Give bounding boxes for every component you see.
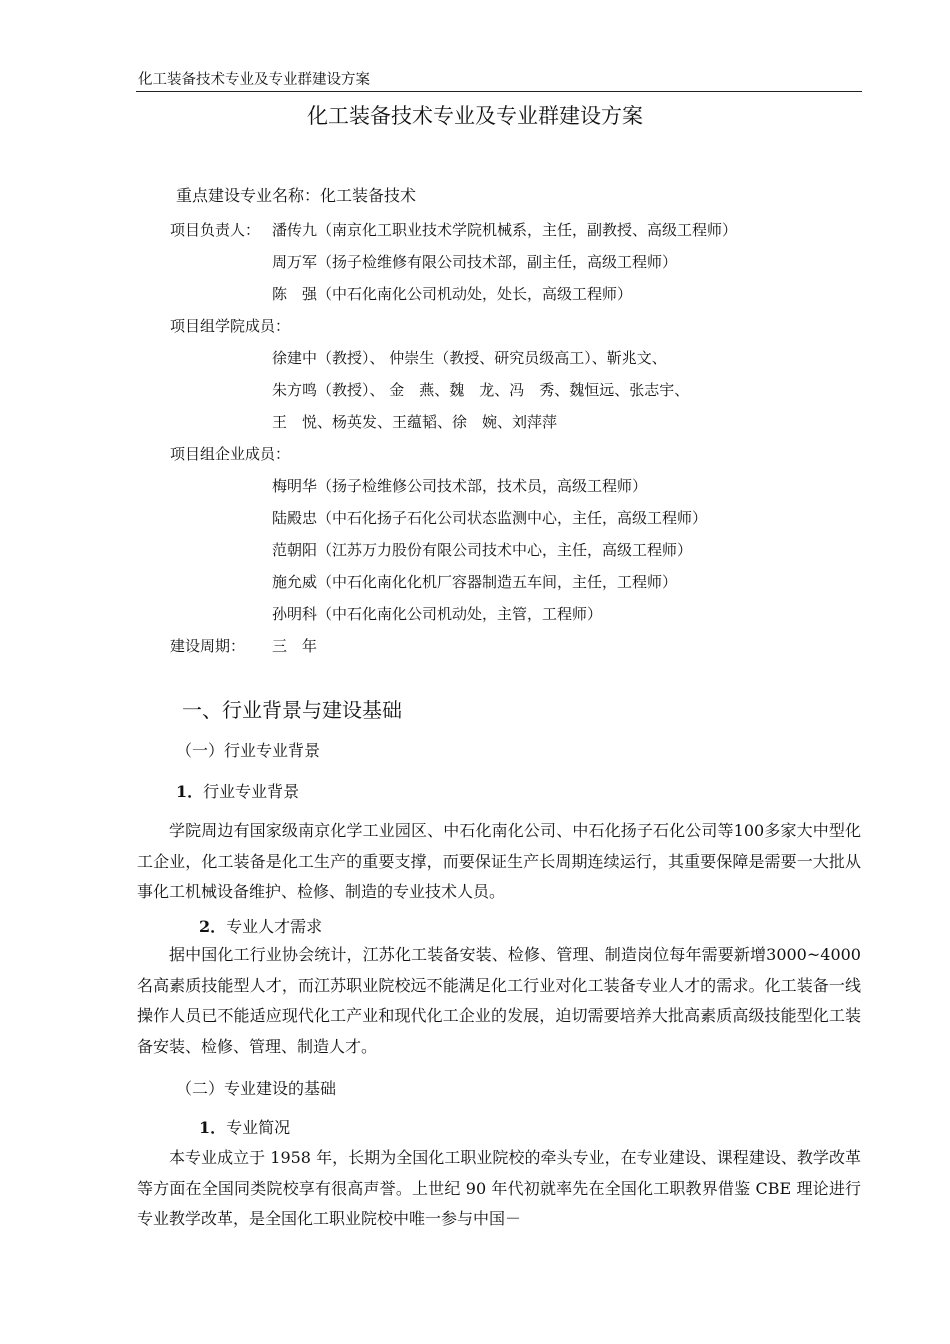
paragraph: 学院周边有国家级南京化学工业园区、中石化南化公司、中石化扬子石化公司等100多家大中型化工企业，化工装备是化工生产的重要支撑，而要保证生产长周期连续运行，其重要保障是需要一大批从事化工机械设备维护、检修、制造的专业技术人员。	[137, 821, 861, 902]
document-title: 化工装备技术专业及专业群建设方案	[307, 104, 643, 128]
enterprise-members-label: 项目组企业成员：	[170, 445, 291, 463]
running-header: 化工装备技术专业及专业群建设方案	[138, 72, 370, 88]
enterprise-member-4: 施允威（中石化南化化机厂容器制造五车间，主任，工程师）	[272, 573, 678, 591]
project-leader-label: 项目负责人：	[170, 221, 261, 239]
period-value: 三 年	[272, 637, 318, 655]
item-heading	[199, 1115, 290, 1138]
item-title: 行业专业背景	[203, 782, 300, 801]
subsection-heading: （一）行业专业背景	[176, 741, 321, 760]
paragraph: 据中国化工行业协会统计，江苏化工装备安装、检修、管理、制造岗位每年需要新增3000~4000名高素质技能型人才，而江苏职业院校远不能满足化工行业对化工装备专业人才的需求。化工装备一线操作人员已不能适应现代化工产业和现代化工企业的发展，迫切需要培养大批高素质高级技能型化工装备安装、检修、管理、制造人才。	[137, 945, 861, 1056]
enterprise-member-2: 陆殿忠（中石化扬子石化公司状态监测中心，主任，高级工程师）	[272, 509, 708, 527]
item-title: 专业简况	[226, 1118, 291, 1137]
subsection-heading: （二）专业建设的基础	[176, 1079, 337, 1098]
item-number: 2．	[199, 917, 227, 936]
header-divider	[136, 91, 862, 92]
section-heading: 一、行业背景与建设基础	[182, 698, 402, 722]
project-leader-2: 周万军（扬子检维修有限公司技术部，副主任，高级工程师）	[272, 253, 678, 271]
college-members-line-2: 朱方鸣（教授）、 金 燕、魏 龙、冯 秀、魏恒远、张志宇、	[272, 381, 690, 399]
item-heading	[199, 914, 322, 937]
item-heading	[176, 779, 299, 802]
enterprise-member-1: 梅明华（扬子检维修公司技术部，技术员，高级工程师）	[272, 477, 648, 495]
enterprise-member-3: 范朝阳（江苏万力股份有限公司技术中心，主任，高级工程师）	[272, 541, 693, 559]
item-number: 1．	[176, 782, 204, 801]
project-leader-1: 潘传九（南京化工职业技术学院机械系，主任，副教授、高级工程师）	[272, 221, 738, 239]
college-members-line-1: 徐建中（教授）、 仲崇生（教授、研究员级高工）、靳兆文、	[272, 349, 667, 367]
college-members-label: 项目组学院成员：	[170, 317, 291, 335]
paragraph: 本专业成立于 1958 年，长期为全国化工职业院校的牵头专业，在专业建设、课程建设、教学改革等方面在全国同类院校享有很高声誉。上世纪 90 年代初就率先在全国化工职教界借鉴 CBE 理论进行专业教学改革，是全国化工职业院校中唯一参与中国－	[137, 1148, 861, 1229]
period-label: 建设周期：	[170, 637, 246, 655]
specialty-name: 重点建设专业名称：化工装备技术	[176, 186, 417, 205]
college-members-line-3: 王 悦、杨英发、王蕴韬、徐 婉、刘萍萍	[272, 413, 558, 431]
item-title: 专业人才需求	[226, 917, 323, 936]
project-leader-3: 陈 强（中石化南化公司机动处，处长，高级工程师）	[272, 285, 633, 303]
item-number: 1．	[199, 1118, 227, 1137]
enterprise-member-5: 孙明科（中石化南化公司机动处，主管，工程师）	[272, 605, 603, 623]
